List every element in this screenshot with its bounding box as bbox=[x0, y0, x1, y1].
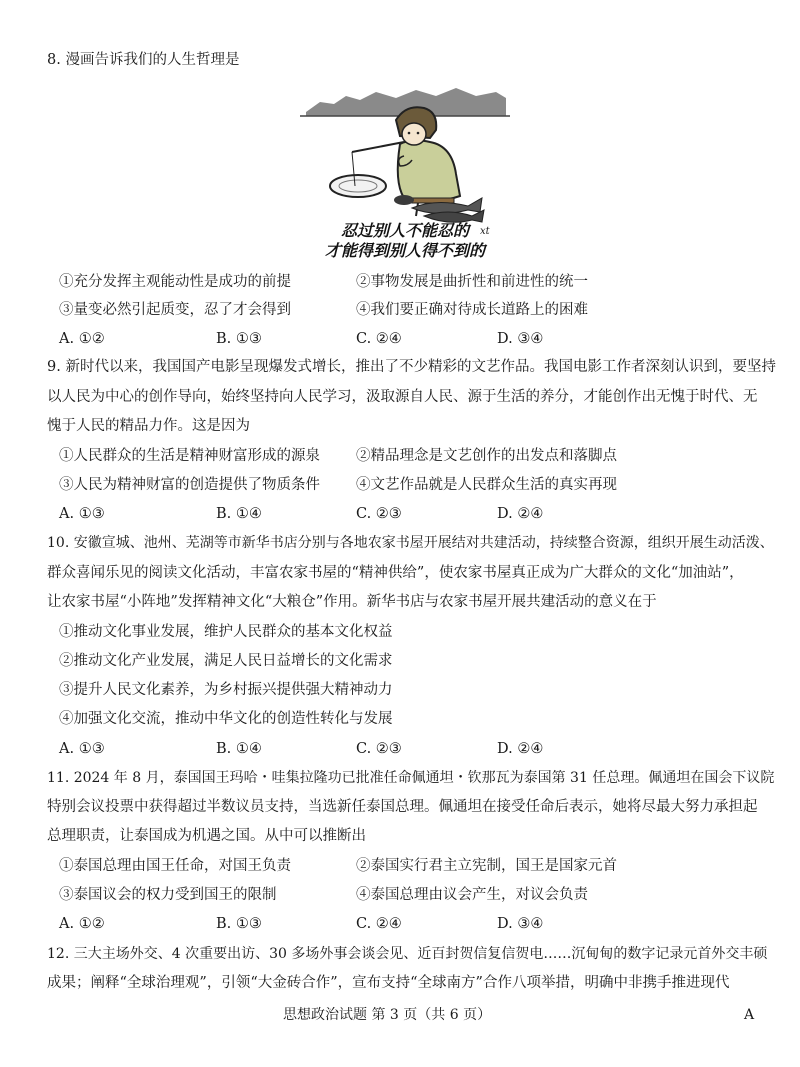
q9-stem-line-1: 9. 新时代以来，我国国产电影呈现爆发式增长，推出了不少精彩的文艺作品。我国电影工作者深刻认识到，要坚持 bbox=[47, 359, 776, 375]
q9-statement-3: ③人民为精神财富的创造提供了物质条件 bbox=[59, 477, 320, 493]
q10-option-d: D. ②④ bbox=[497, 741, 544, 757]
fisherman-coat bbox=[398, 140, 460, 200]
q10-option-a: A. ①③ bbox=[59, 741, 105, 757]
q12-stem-line-2: 成果；阐释“全球治理观”，引领“大金砖合作”，宣布支持“全球南方”合作八项举措，明确中非携手推进现代 bbox=[47, 975, 730, 991]
fishing-comic-illustration bbox=[300, 86, 510, 262]
q11-stem-line-3: 总理职责，让泰国成为机遇之国。从中可以推断出 bbox=[47, 828, 366, 844]
q11-stem-line-1: 11. 2024 年 8 月，泰国国王玛哈・哇集拉隆功已批准任命佩通坦・钦那瓦为泰国第 31 任总理。佩通坦在国会下议院 bbox=[47, 770, 775, 786]
q11-stem-line-2: 特别会议投票中获得超过半数议员支持，当选新任泰国总理。佩通坦在接受任命后表示，她将尽最大努力承担起 bbox=[47, 799, 758, 815]
q9-statement-4: ④文艺作品就是人民群众生活的真实再现 bbox=[356, 477, 617, 493]
q8-statement-4: ④我们要正确对待成长道路上的困难 bbox=[356, 302, 588, 318]
q12-stem-line-1: 12. 三大主场外交、4 次重要出访、30 多场外事会谈会见、近百封贺信复信贺电……沉甸甸的数字记录元首外交丰硕 bbox=[47, 946, 768, 962]
q8-statement-3: ③量变必然引起质变，忍了才会得到 bbox=[59, 302, 291, 318]
q8-stem: 8. 漫画告诉我们的人生哲理是 bbox=[47, 52, 240, 68]
q9-option-b: B. ①④ bbox=[216, 506, 262, 522]
q9-stem-line-2: 以人民为中心的创作导向，始终坚持向人民学习，汲取源自人民、源于生活的养分，才能创作出无愧于时代、无 bbox=[47, 389, 758, 405]
q9-statement-2: ②精品理念是文艺创作的出发点和落脚点 bbox=[356, 448, 617, 464]
q11-option-a: A. ①② bbox=[59, 916, 105, 932]
q9-option-a: A. ①③ bbox=[59, 506, 105, 522]
q10-option-b: B. ①④ bbox=[216, 741, 262, 757]
q9-option-d: D. ②④ bbox=[497, 506, 544, 522]
q10-statement-1: ①推动文化事业发展，维护人民群众的基本文化权益 bbox=[59, 624, 393, 640]
artist-signature: xt bbox=[480, 226, 490, 237]
q11-statement-1: ①泰国总理由国王任命，对国王负责 bbox=[59, 858, 291, 874]
q9-option-c: C. ②③ bbox=[356, 506, 402, 522]
q10-statement-4: ④加强文化交流，推动中华文化的创造性转化与发展 bbox=[59, 711, 393, 727]
q8-option-d: D. ③④ bbox=[497, 331, 544, 347]
q10-statement-3: ③提升人民文化素养，为乡村振兴提供强大精神动力 bbox=[59, 682, 393, 698]
q8-option-c: C. ②④ bbox=[356, 331, 402, 347]
q9-statement-1: ①人民群众的生活是精神财富形成的源泉 bbox=[59, 448, 320, 464]
q8-option-a: A. ①② bbox=[59, 331, 105, 347]
q10-stem-line-3: 让农家书屋“小阵地”发挥精神文化“大粮仓”作用。新华书店与农家书屋开展共建活动的意义在于 bbox=[47, 594, 657, 610]
q9-stem-line-3: 愧于人民的精品力作。这是因为 bbox=[47, 418, 250, 434]
q11-option-c: C. ②④ bbox=[356, 916, 402, 932]
q8-statement-2: ②事物发展是曲折性和前进性的统一 bbox=[356, 274, 588, 290]
q11-statement-4: ④泰国总理由议会产生，对议会负责 bbox=[356, 887, 588, 903]
q11-option-d: D. ③④ bbox=[497, 916, 544, 932]
comic-caption-line-2: 才能得到别人得不到的 bbox=[324, 241, 486, 260]
ice-hole bbox=[330, 175, 386, 197]
q8-option-b: B. ①③ bbox=[216, 331, 262, 347]
q10-statement-2: ②推动文化产业发展，满足人民日益增长的文化需求 bbox=[59, 653, 393, 669]
page-footer-title: 思想政治试题 第 3 页（共 6 页） bbox=[283, 1007, 492, 1023]
fishing-rod bbox=[352, 142, 404, 152]
q10-stem-line-1: 10. 安徽宣城、池州、芜湖等市新华书店分别与各地农家书屋开展结对共建活动，持续整合资源，组织开展生动活泼、 bbox=[47, 535, 774, 551]
q11-statement-3: ③泰国议会的权力受到国王的限制 bbox=[59, 887, 277, 903]
fisherman-face bbox=[402, 123, 426, 145]
paper-version-label: A bbox=[744, 1007, 755, 1023]
comic-caption-line-1: 忍过别人不能忍的 bbox=[340, 221, 470, 240]
q10-option-c: C. ②③ bbox=[356, 741, 402, 757]
q11-option-b: B. ①③ bbox=[216, 916, 262, 932]
q10-stem-line-2: 群众喜闻乐见的阅读文化活动，丰富农家书屋的“精神供给”，使农家书屋真正成为广大群众的文化“加油站”， bbox=[47, 565, 744, 581]
q8-statement-1: ①充分发挥主观能动性是成功的前提 bbox=[59, 274, 291, 290]
q11-statement-2: ②泰国实行君主立宪制，国王是国家元首 bbox=[356, 858, 617, 874]
